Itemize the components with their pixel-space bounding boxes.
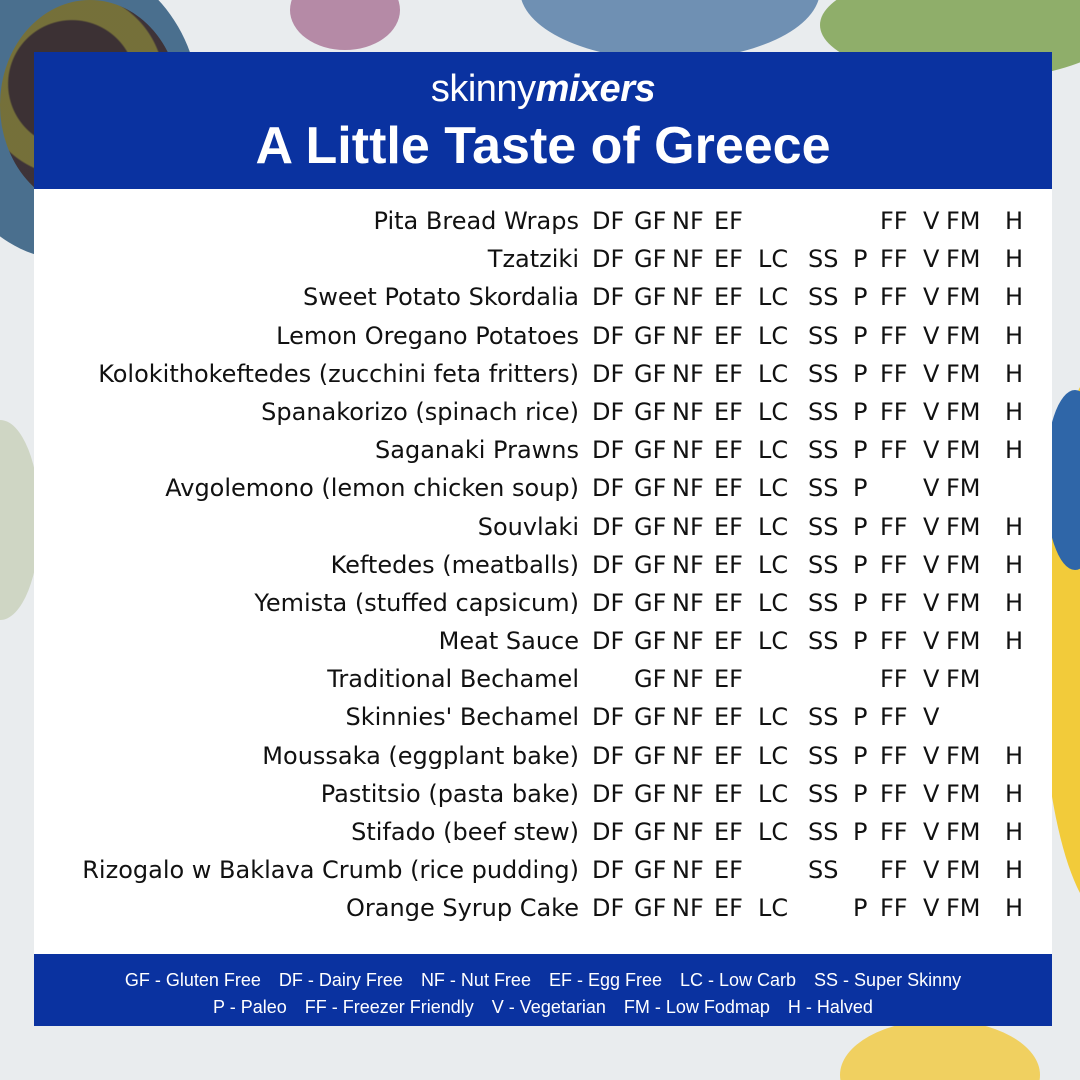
tag-nf: NF bbox=[672, 436, 704, 465]
tag-fm: FM bbox=[946, 512, 981, 541]
tag-ss: SS bbox=[808, 818, 839, 846]
tag-df: DF bbox=[592, 207, 625, 235]
tag-fm: FM bbox=[946, 436, 981, 465]
recipe-row bbox=[34, 278, 1052, 316]
tag-lc: LC bbox=[758, 245, 789, 274]
tag-p: P bbox=[853, 818, 868, 846]
recipe-row bbox=[34, 202, 1052, 240]
tag-h: H bbox=[1005, 779, 1024, 808]
tag-ef: EF bbox=[714, 665, 743, 694]
tag-fm: FM bbox=[946, 245, 981, 274]
plate-shape bbox=[520, 0, 820, 60]
brand-logo bbox=[34, 68, 1052, 111]
tag-lc: LC bbox=[758, 818, 789, 846]
tag-ef: EF bbox=[714, 550, 743, 579]
tag-p: P bbox=[853, 703, 868, 732]
tag-fm: FM bbox=[946, 588, 981, 617]
tag-gf: GF bbox=[634, 665, 667, 694]
tag-df: DF bbox=[592, 627, 625, 656]
recipe-name: Rizogalo w Baklava Crumb (rice pudding) bbox=[82, 856, 579, 885]
tag-df: DF bbox=[592, 359, 625, 388]
tag-lc: LC bbox=[758, 397, 789, 426]
tag-ef: EF bbox=[714, 245, 743, 274]
tag-lc: LC bbox=[758, 627, 789, 656]
onion-shape bbox=[290, 0, 400, 50]
recipe-name: Traditional Bechamel bbox=[327, 665, 579, 694]
tag-gf: GF bbox=[634, 779, 667, 808]
tag-v: V bbox=[923, 474, 940, 503]
tag-v: V bbox=[923, 512, 940, 541]
tag-nf: NF bbox=[672, 245, 704, 274]
tag-p: P bbox=[853, 283, 868, 312]
tag-ef: EF bbox=[714, 436, 743, 465]
tag-gf: GF bbox=[634, 856, 667, 885]
legend-item: EF - Egg Free bbox=[548, 970, 662, 990]
tag-ff: FF bbox=[880, 741, 908, 770]
tag-gf: GF bbox=[634, 703, 667, 732]
tag-gf: GF bbox=[634, 512, 667, 541]
legend-item: NF - Nut Free bbox=[420, 970, 531, 990]
tag-fm: FM bbox=[946, 283, 981, 312]
tag-ff: FF bbox=[880, 779, 908, 808]
tag-p: P bbox=[853, 627, 868, 656]
tag-fm: FM bbox=[946, 894, 981, 923]
tag-v: V bbox=[923, 283, 940, 312]
recipe-name: Stifado (beef stew) bbox=[351, 818, 579, 846]
tag-ss: SS bbox=[808, 512, 839, 541]
tag-h: H bbox=[1005, 627, 1024, 656]
tag-lc: LC bbox=[758, 436, 789, 465]
tag-lc: LC bbox=[758, 894, 789, 923]
recipe-row bbox=[34, 317, 1052, 355]
tag-v: V bbox=[923, 894, 940, 923]
tag-nf: NF bbox=[672, 397, 704, 426]
tag-ss: SS bbox=[808, 588, 839, 617]
recipe-name: Saganaki Prawns bbox=[375, 436, 579, 465]
tag-lc: LC bbox=[758, 283, 789, 312]
recipe-name: Pastitsio (pasta bake) bbox=[320, 779, 579, 808]
tag-p: P bbox=[853, 894, 868, 923]
tag-ef: EF bbox=[714, 359, 743, 388]
tag-ss: SS bbox=[808, 245, 839, 274]
recipe-row bbox=[34, 622, 1052, 660]
tag-ef: EF bbox=[714, 512, 743, 541]
tag-df: DF bbox=[592, 779, 625, 808]
tag-nf: NF bbox=[672, 550, 704, 579]
tag-df: DF bbox=[592, 856, 625, 885]
tag-ef: EF bbox=[714, 283, 743, 312]
recipe-name: Tzatziki bbox=[487, 245, 579, 274]
legend-item: P - Paleo bbox=[213, 997, 287, 1017]
lemon-slice-shape bbox=[840, 1020, 1040, 1080]
tag-ss: SS bbox=[808, 283, 839, 312]
tag-nf: NF bbox=[672, 741, 704, 770]
tag-nf: NF bbox=[672, 779, 704, 808]
tag-v: V bbox=[923, 245, 940, 274]
tag-ss: SS bbox=[808, 436, 839, 465]
tag-ef: EF bbox=[714, 397, 743, 426]
recipe-row bbox=[34, 508, 1052, 546]
tag-ff: FF bbox=[880, 894, 908, 923]
legend-item: H - Halved bbox=[787, 997, 873, 1017]
tag-v: V bbox=[923, 665, 940, 694]
recipe-name: Moussaka (eggplant bake) bbox=[262, 741, 579, 770]
tag-df: DF bbox=[592, 512, 625, 541]
recipe-name: Kolokithokeftedes (zucchini feta fritters) bbox=[98, 359, 579, 388]
recipe-name: Sweet Potato Skordalia bbox=[303, 283, 579, 312]
tag-fm: FM bbox=[946, 741, 981, 770]
recipe-row bbox=[34, 584, 1052, 622]
tag-v: V bbox=[923, 397, 940, 426]
tag-h: H bbox=[1005, 321, 1024, 350]
tag-ss: SS bbox=[808, 397, 839, 426]
tag-ef: EF bbox=[714, 627, 743, 656]
tag-fm: FM bbox=[946, 627, 981, 656]
tag-nf: NF bbox=[672, 283, 704, 312]
tag-lc: LC bbox=[758, 321, 789, 350]
page-title: A Little Taste of Greece bbox=[255, 117, 831, 175]
tag-p: P bbox=[853, 436, 868, 465]
recipe-name: Lemon Oregano Potatoes bbox=[276, 321, 579, 350]
recipe-name: Orange Syrup Cake bbox=[346, 894, 579, 923]
tag-fm: FM bbox=[946, 207, 981, 235]
tag-nf: NF bbox=[672, 894, 704, 923]
tag-gf: GF bbox=[634, 627, 667, 656]
tag-h: H bbox=[1005, 436, 1024, 465]
tag-v: V bbox=[923, 550, 940, 579]
legend-item: V - Vegetarian bbox=[491, 997, 606, 1017]
tag-p: P bbox=[853, 474, 868, 503]
tag-nf: NF bbox=[672, 207, 704, 235]
tag-ef: EF bbox=[714, 856, 743, 885]
recipe-row bbox=[34, 393, 1052, 431]
tag-ff: FF bbox=[880, 359, 908, 388]
recipe-row bbox=[34, 851, 1052, 889]
legend-line-1 bbox=[34, 970, 1052, 991]
recipe-name: Meat Sauce bbox=[438, 627, 579, 656]
recipe-list bbox=[34, 202, 1052, 928]
tag-nf: NF bbox=[672, 359, 704, 388]
tag-gf: GF bbox=[634, 588, 667, 617]
tag-df: DF bbox=[592, 321, 625, 350]
tag-df: DF bbox=[592, 818, 625, 846]
tag-lc: LC bbox=[758, 703, 789, 732]
tag-h: H bbox=[1005, 359, 1024, 388]
tag-df: DF bbox=[592, 436, 625, 465]
recipe-row bbox=[34, 737, 1052, 775]
tag-h: H bbox=[1005, 818, 1024, 846]
legend-item: FF - Freezer Friendly bbox=[304, 997, 474, 1017]
tag-h: H bbox=[1005, 245, 1024, 274]
tag-v: V bbox=[923, 703, 940, 732]
recipe-row bbox=[34, 813, 1052, 851]
tag-nf: NF bbox=[672, 588, 704, 617]
tag-ff: FF bbox=[880, 283, 908, 312]
tag-ff: FF bbox=[880, 550, 908, 579]
tag-v: V bbox=[923, 627, 940, 656]
legend-item: GF - Gluten Free bbox=[124, 970, 261, 990]
tag-v: V bbox=[923, 207, 940, 235]
tag-nf: NF bbox=[672, 512, 704, 541]
tag-fm: FM bbox=[946, 665, 981, 694]
tag-ff: FF bbox=[880, 397, 908, 426]
tag-ef: EF bbox=[714, 474, 743, 503]
tag-df: DF bbox=[592, 283, 625, 312]
recipe-name: Yemista (stuffed capsicum) bbox=[254, 588, 579, 617]
tag-fm: FM bbox=[946, 818, 981, 846]
tag-gf: GF bbox=[634, 207, 667, 235]
tag-ef: EF bbox=[714, 321, 743, 350]
tag-df: DF bbox=[592, 474, 625, 503]
tag-h: H bbox=[1005, 856, 1024, 885]
tag-v: V bbox=[923, 436, 940, 465]
tag-fm: FM bbox=[946, 359, 981, 388]
brand-part-2: mixers bbox=[535, 68, 656, 110]
tag-df: DF bbox=[592, 397, 625, 426]
tag-h: H bbox=[1005, 741, 1024, 770]
legend-item: SS - Super Skinny bbox=[814, 970, 962, 990]
tag-df: DF bbox=[592, 741, 625, 770]
tag-fm: FM bbox=[946, 397, 981, 426]
recipe-row bbox=[34, 546, 1052, 584]
tag-ss: SS bbox=[808, 474, 839, 503]
tag-ff: FF bbox=[880, 207, 908, 235]
recipe-row bbox=[34, 355, 1052, 393]
tag-ss: SS bbox=[808, 856, 839, 885]
tag-ss: SS bbox=[808, 741, 839, 770]
tag-df: DF bbox=[592, 894, 625, 923]
tag-gf: GF bbox=[634, 359, 667, 388]
tag-ef: EF bbox=[714, 818, 743, 846]
tag-nf: NF bbox=[672, 856, 704, 885]
recipe-row bbox=[34, 698, 1052, 736]
tag-ff: FF bbox=[880, 856, 908, 885]
recipe-name: Souvlaki bbox=[477, 512, 579, 541]
legend-item: LC - Low Carb bbox=[680, 970, 797, 990]
legend-item: FM - Low Fodmap bbox=[623, 997, 770, 1017]
tag-p: P bbox=[853, 779, 868, 808]
tag-nf: NF bbox=[672, 321, 704, 350]
tag-p: P bbox=[853, 397, 868, 426]
tag-gf: GF bbox=[634, 283, 667, 312]
tag-h: H bbox=[1005, 588, 1024, 617]
tag-ss: SS bbox=[808, 703, 839, 732]
tag-ef: EF bbox=[714, 741, 743, 770]
tag-ss: SS bbox=[808, 359, 839, 388]
tag-fm: FM bbox=[946, 550, 981, 579]
tag-gf: GF bbox=[634, 741, 667, 770]
tag-h: H bbox=[1005, 550, 1024, 579]
tag-ss: SS bbox=[808, 627, 839, 656]
tag-v: V bbox=[923, 741, 940, 770]
tag-nf: NF bbox=[672, 818, 704, 846]
tag-ef: EF bbox=[714, 779, 743, 808]
tag-p: P bbox=[853, 550, 868, 579]
tag-lc: LC bbox=[758, 474, 789, 503]
tag-p: P bbox=[853, 512, 868, 541]
tag-ef: EF bbox=[714, 588, 743, 617]
tag-fm: FM bbox=[946, 779, 981, 808]
recipe-name: Keftedes (meatballs) bbox=[330, 550, 579, 579]
recipe-row bbox=[34, 240, 1052, 278]
tag-v: V bbox=[923, 856, 940, 885]
legend-line-2 bbox=[34, 997, 1052, 1018]
tag-lc: LC bbox=[758, 741, 789, 770]
tag-gf: GF bbox=[634, 436, 667, 465]
tag-ff: FF bbox=[880, 245, 908, 274]
tag-ss: SS bbox=[808, 779, 839, 808]
legend-banner bbox=[34, 954, 1052, 1026]
tag-nf: NF bbox=[672, 665, 704, 694]
tag-v: V bbox=[923, 818, 940, 846]
tag-p: P bbox=[853, 321, 868, 350]
tag-ff: FF bbox=[880, 436, 908, 465]
tag-df: DF bbox=[592, 703, 625, 732]
tag-h: H bbox=[1005, 894, 1024, 923]
tag-gf: GF bbox=[634, 894, 667, 923]
tag-lc: LC bbox=[758, 550, 789, 579]
tag-df: DF bbox=[592, 550, 625, 579]
tag-v: V bbox=[923, 588, 940, 617]
tag-ff: FF bbox=[880, 627, 908, 656]
recipe-row bbox=[34, 660, 1052, 698]
recipe-row bbox=[34, 431, 1052, 469]
tag-ff: FF bbox=[880, 588, 908, 617]
recipe-name: Avgolemono (lemon chicken soup) bbox=[165, 474, 579, 503]
tag-nf: NF bbox=[672, 474, 704, 503]
tag-gf: GF bbox=[634, 818, 667, 846]
tag-ef: EF bbox=[714, 207, 743, 235]
tag-lc: LC bbox=[758, 359, 789, 388]
tag-gf: GF bbox=[634, 474, 667, 503]
tag-lc: LC bbox=[758, 588, 789, 617]
tag-v: V bbox=[923, 321, 940, 350]
tag-nf: NF bbox=[672, 703, 704, 732]
tag-ff: FF bbox=[880, 703, 908, 732]
tag-p: P bbox=[853, 245, 868, 274]
tag-h: H bbox=[1005, 512, 1024, 541]
tag-lc: LC bbox=[758, 512, 789, 541]
tag-ef: EF bbox=[714, 894, 743, 923]
tag-h: H bbox=[1005, 283, 1024, 312]
tag-lc: LC bbox=[758, 779, 789, 808]
recipe-row bbox=[34, 469, 1052, 507]
tag-df: DF bbox=[592, 588, 625, 617]
tag-ff: FF bbox=[880, 665, 908, 694]
tag-ef: EF bbox=[714, 703, 743, 732]
tag-gf: GF bbox=[634, 550, 667, 579]
tag-gf: GF bbox=[634, 245, 667, 274]
tag-ff: FF bbox=[880, 512, 908, 541]
tag-ff: FF bbox=[880, 818, 908, 846]
tag-h: H bbox=[1005, 397, 1024, 426]
recipe-name: Pita Bread Wraps bbox=[373, 207, 579, 235]
tag-h: H bbox=[1005, 207, 1024, 235]
tag-gf: GF bbox=[634, 321, 667, 350]
tag-fm: FM bbox=[946, 856, 981, 885]
recipe-card bbox=[34, 52, 1052, 1026]
tag-nf: NF bbox=[672, 627, 704, 656]
tag-v: V bbox=[923, 779, 940, 808]
recipe-row bbox=[34, 775, 1052, 813]
recipe-name: Spanakorizo (spinach rice) bbox=[261, 397, 579, 426]
tag-fm: FM bbox=[946, 474, 981, 503]
tag-fm: FM bbox=[946, 321, 981, 350]
tag-p: P bbox=[853, 588, 868, 617]
tag-p: P bbox=[853, 741, 868, 770]
tag-ss: SS bbox=[808, 550, 839, 579]
header-banner bbox=[34, 52, 1052, 189]
tag-ff: FF bbox=[880, 321, 908, 350]
brand-part-1: skinny bbox=[430, 68, 536, 110]
legend-item: DF - Dairy Free bbox=[278, 970, 403, 990]
tag-p: P bbox=[853, 359, 868, 388]
recipe-row bbox=[34, 889, 1052, 927]
recipe-name: Skinnies' Bechamel bbox=[345, 703, 579, 732]
tag-df: DF bbox=[592, 245, 625, 274]
tag-gf: GF bbox=[634, 397, 667, 426]
tag-ss: SS bbox=[808, 321, 839, 350]
tag-v: V bbox=[923, 359, 940, 388]
